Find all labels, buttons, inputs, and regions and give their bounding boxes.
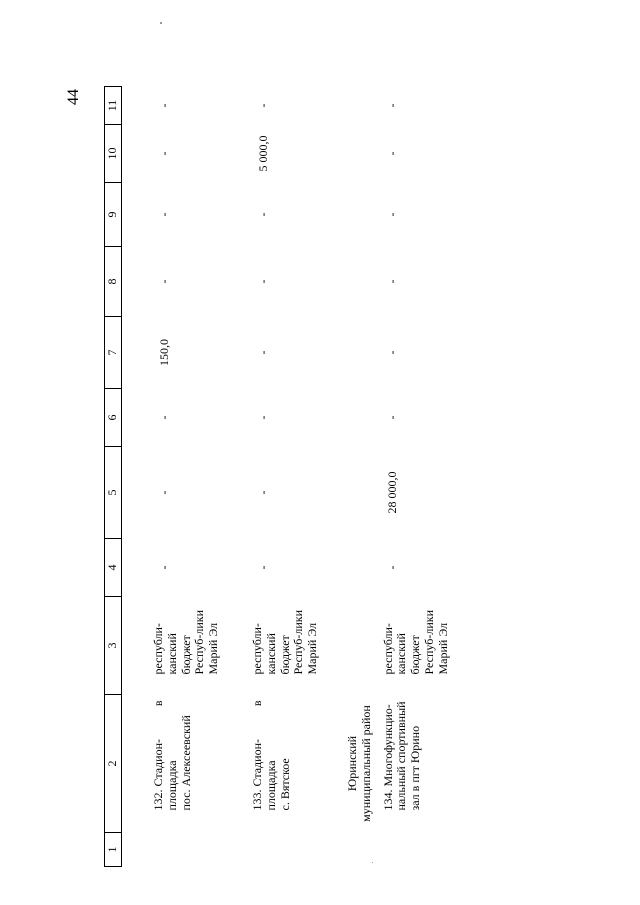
budget-source: республи-канский бюджет Респуб-лики Марий Эл xyxy=(151,610,221,675)
table-row xyxy=(122,87,221,867)
column-header: 10 xyxy=(105,125,122,183)
value-cell: 150,0 xyxy=(157,339,171,366)
page-number: 44 xyxy=(65,89,82,105)
table-cell xyxy=(320,87,378,695)
value-cell: - xyxy=(384,350,399,355)
name-suffix: в xyxy=(249,700,264,707)
object-name-tail: с. Вятское xyxy=(277,758,292,811)
value-cell: - xyxy=(384,415,399,420)
scan-speck xyxy=(372,862,373,863)
table-cell xyxy=(378,833,451,867)
object-name: 133. Стадион-площадка xyxy=(249,738,278,811)
value-cell: 28 000,0 xyxy=(384,471,399,514)
value-cell: - xyxy=(255,279,270,284)
value-cell: - xyxy=(255,350,270,355)
value-cell: - xyxy=(384,565,399,570)
value-cell: - xyxy=(255,103,270,108)
budget-table xyxy=(104,87,514,867)
value-cell: - xyxy=(255,415,270,420)
column-header: 1 xyxy=(105,833,122,867)
value-cell: - xyxy=(157,151,171,156)
column-header: 8 xyxy=(105,247,122,317)
value-cell: - xyxy=(157,279,171,284)
name-suffix: в xyxy=(151,700,165,707)
column-header: 11 xyxy=(105,87,122,125)
budget-source: республи-канский бюджет Респуб-лики Марий Эл xyxy=(249,610,320,675)
column-header: 4 xyxy=(105,539,122,597)
value-cell: - xyxy=(157,415,171,420)
table-cell xyxy=(221,833,320,867)
value-cell: - xyxy=(384,151,399,156)
budget-source: республи-канский бюджет Респуб-лики Марий Эл xyxy=(380,610,450,675)
table-row xyxy=(221,87,320,867)
value-cell: - xyxy=(157,565,171,570)
header-row xyxy=(105,87,122,867)
value-cell: - xyxy=(255,565,270,570)
object-name-cell xyxy=(122,695,221,833)
table-cell xyxy=(122,833,221,867)
value-cell: - xyxy=(157,212,171,217)
scan-speck xyxy=(160,22,162,24)
object-name: 132. Стадион-площадка xyxy=(151,738,179,811)
object-name: 134. Многофункцио-нальный спортивный зал в пгт Юрино xyxy=(380,701,423,811)
value-cell: - xyxy=(384,279,399,284)
table-row xyxy=(378,87,451,867)
district-name: Юринский муниципальный район xyxy=(344,705,373,822)
column-header: 2 xyxy=(105,695,122,833)
value-cell: - xyxy=(255,490,270,495)
value-cell: - xyxy=(384,212,399,217)
column-header: 6 xyxy=(105,389,122,447)
column-header: 9 xyxy=(105,183,122,247)
value-cell: - xyxy=(384,103,399,108)
value-cell: - xyxy=(157,490,171,495)
column-header: 3 xyxy=(105,597,122,695)
value-cell: - xyxy=(157,103,171,108)
object-name-cell xyxy=(221,695,320,833)
value-cell: 5 000,0 xyxy=(255,135,270,172)
column-header: 5 xyxy=(105,447,122,539)
district-row xyxy=(320,87,378,867)
object-name-tail: пос. Алексеевский xyxy=(178,715,193,811)
column-header: 7 xyxy=(105,317,122,389)
table-cell xyxy=(320,833,378,867)
value-cell: - xyxy=(255,212,270,217)
